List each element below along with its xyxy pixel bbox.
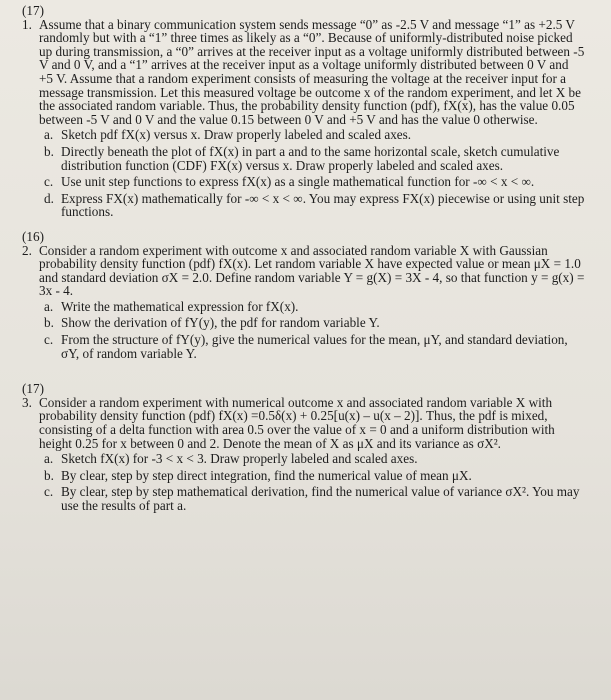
problem-1-part-a: [44, 128, 585, 142]
part-text: Directly beneath the plot of fX(x) in part a and to the same horizontal scale, sketch cumulative distribution function (CDF) FX(x) versus x. Draw properly labeled and scaled axes.: [61, 143, 560, 173]
problem-3-part-a: [44, 452, 585, 466]
part-label: b.: [44, 315, 54, 331]
problem-2-part-b: [44, 316, 585, 330]
problem-1: [22, 18, 585, 219]
part-text: Express FX(x) mathematically for -∞ < x < ∞. You may express FX(x) piecewise or using unit step functions.: [61, 190, 585, 220]
problem-3-number: 3.: [22, 394, 32, 410]
problem-2-points: (16): [22, 228, 44, 244]
part-text: Show the derivation of fY(y), the pdf for random variable Y.: [61, 315, 380, 331]
problem-3-part-c: [44, 485, 585, 512]
part-text: By clear, step by step mathematical derivation, find the numerical value of variance σX². You may use the results of part a.: [61, 484, 580, 513]
problem-3-part-b: [44, 469, 585, 483]
problem-1-text: Assume that a binary communication system sends message “0” as -2.5 V and message “1” as +2.5 V randomly but with a “1” three times as likely as a “0”. Because of uniformly-distributed noise picked up during transmission, a “0” arrives at the receiver input as a voltage uniformly distributed between -5 V and 0 V, and a “1” arrives at the receiver input as a voltage uniformly distributed between 0 V and +5 V. Assume that a random experiment consists of measuring the voltage at the receiver input for a message transmission. Let this measured voltage be outcome x of the random experiment, and let X be the associated random variable. Thus, the probability density function (pdf), fX(x), has the value 0.05 between -5 V and 0 V and the value 0.15 between 0 V and +5 V and has the value 0 otherwise.: [39, 16, 585, 127]
part-label: c.: [44, 174, 54, 190]
part-label: d.: [44, 190, 54, 206]
part-label: b.: [44, 143, 54, 159]
problem-2-parts: [44, 300, 585, 360]
problem-3-text: Consider a random experiment with numerical outcome x and associated random variable X with probability density function (pdf) fX(x) =0.5δ(x) + 0.25[u(x) – u(x – 2)]. Thus, the pdf is mixed, consisting of a delta function with area 0.5 over the value of x = 0 and a uniform distribution with height 0.25 for x between 0 and 2. Denote the mean of X as μX and its variance as σX².: [39, 394, 555, 451]
problem-3-points: (17): [22, 381, 44, 397]
problem-2: [22, 244, 585, 361]
problem-1-part-b: [44, 145, 585, 172]
part-text: Sketch pdf fX(x) versus x. Draw properly labeled and scaled axes.: [61, 127, 412, 143]
problem-1-number: 1.: [22, 16, 32, 32]
part-text: By clear, step by step direct integration, find the numerical value of mean μX.: [61, 467, 472, 483]
part-label: c.: [44, 484, 54, 500]
part-text: Use unit step functions to express fX(x) as a single mathematical function for -∞ < x < ∞.: [61, 174, 535, 190]
part-text: Write the mathematical expression for fX(x).: [61, 298, 299, 314]
part-label: c.: [44, 332, 54, 348]
problem-3-parts: [44, 452, 585, 512]
part-label: a.: [44, 127, 54, 143]
problem-2-text: Consider a random experiment with outcome x and associated random variable X with Gaussian probability density function (pdf) fX(x). Let random variable X have expected value or mean μX = 1.0 and standard deviation σX = 2.0. Define random variable Y = g(X) = 3X - 4, so that function y = g(x) = 3x - 4.: [39, 242, 585, 299]
problem-1-parts: [44, 128, 585, 219]
part-label: a.: [44, 298, 54, 314]
problem-3: [22, 396, 585, 513]
problem-1-part-d: [44, 192, 585, 219]
problem-2-number: 2.: [22, 242, 32, 258]
part-label: a.: [44, 451, 54, 467]
problem-2-part-c: [44, 333, 585, 360]
part-label: b.: [44, 467, 54, 483]
problem-2-part-a: [44, 300, 585, 314]
problem-1-points: (17): [22, 3, 44, 18]
part-text: From the structure of fY(y), give the numerical values for the mean, μY, and standard deviation, σY, of random variable Y.: [61, 332, 568, 361]
problem-1-part-c: [44, 175, 585, 189]
part-text: Sketch fX(x) for -3 < x < 3. Draw properly labeled and scaled axes.: [61, 451, 418, 467]
